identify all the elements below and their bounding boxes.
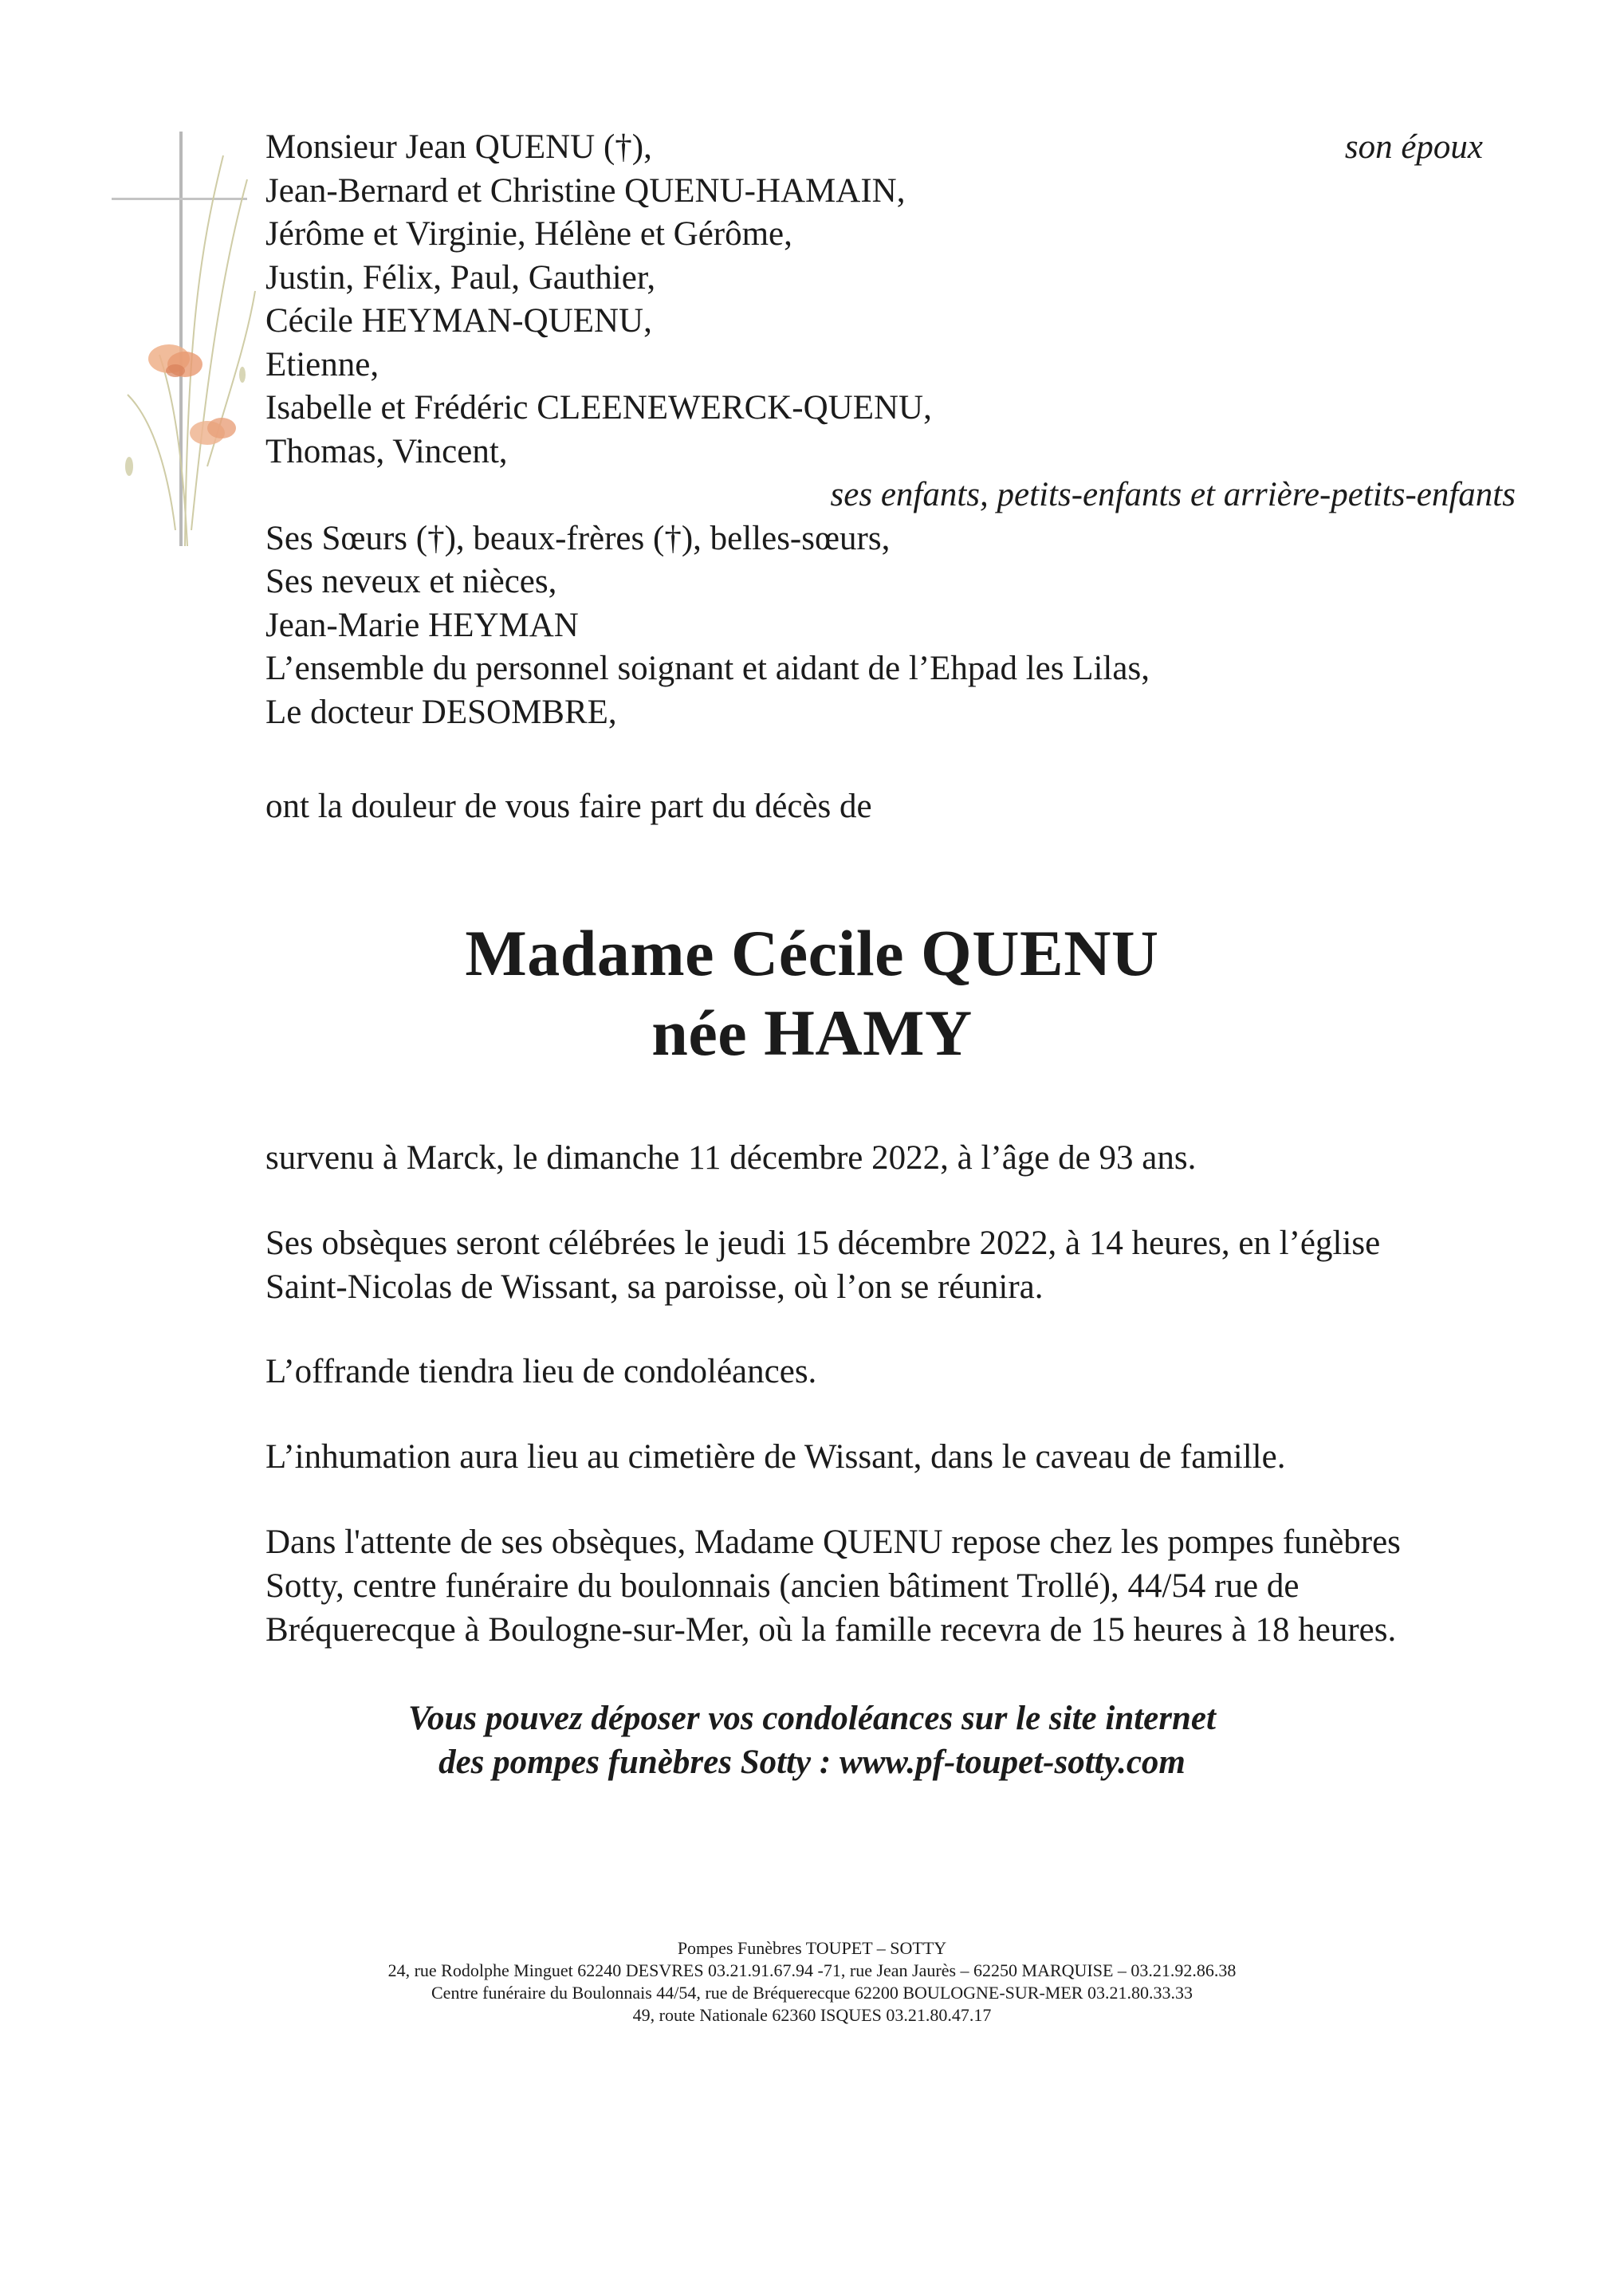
deceased-birth-name: née HAMY [651, 997, 973, 1069]
family-line-other: Le docteur DESOMBRE, [265, 693, 617, 731]
funeral-text-line: Saint-Nicolas de Wissant, sa paroisse, où l’on se réunira. [265, 1268, 1044, 1306]
flower-stems [128, 155, 255, 546]
family-line: Etienne, [265, 345, 379, 383]
family-line: Cécile HEYMAN-QUENU, [265, 302, 652, 340]
family-line: Isabelle et Frédéric CLEENEWERCK-QUENU, [265, 389, 932, 427]
rest-text-line: Bréquerecque à Boulogne-sur-Mer, où la famille recevra de 15 heures à 18 heures. [265, 1611, 1397, 1649]
burial-details [265, 1435, 1573, 1479]
poppy-flower-icon [190, 418, 236, 445]
family-line: Jérôme et Virginie, Hélène et Gérôme, [265, 215, 792, 253]
family-line-other: Ses neveux et nièces, [265, 563, 557, 600]
family-line-other: Jean-Marie HEYMAN [265, 606, 579, 644]
announcement-text: ont la douleur de vous faire part du décès de [265, 788, 872, 825]
family-line: Thomas, Vincent, [265, 432, 508, 470]
death-text: survenu à Marck, le dimanche 11 décembre 2022, à l’âge de 93 ans. [265, 1139, 1197, 1177]
cross-flowers-illustration [112, 132, 271, 578]
deceased-name: Madame Cécile QUENU [465, 917, 1159, 989]
family-line-other: Ses Sœurs (†), beaux-frères (†), belles-sœurs, [265, 519, 891, 557]
family-line: Justin, Félix, Paul, Gauthier, [265, 258, 656, 297]
death-details [265, 1136, 1573, 1180]
rest-details [265, 1520, 1573, 1652]
family-line-spouse: Monsieur Jean QUENU (†), [265, 128, 652, 166]
burial-text: L’inhumation aura lieu au cimetière de Wissant, dans le caveau de famille. [265, 1438, 1286, 1476]
condolences-notice [0, 1696, 1624, 1784]
footer-contact [0, 1937, 1624, 2027]
offering-details [265, 1350, 1573, 1394]
rest-text-line: Sotty, centre funéraire du boulonnais (ancien bâtiment Trollé), 44/54 rue de [265, 1567, 1300, 1605]
footer-company: Pompes Funèbres TOUPET – SOTTY [677, 1938, 947, 1958]
family-line: Jean-Bernard et Christine QUENU-HAMAIN, [265, 171, 906, 210]
footer-address: Centre funéraire du Boulonnais 44/54, rue de Bréquerecque 62200 BOULOGNE-SUR-MER 03.21.80.33.33 [431, 1983, 1193, 2003]
family-line-other: L’ensemble du personnel soignant et aidant de l’Ehpad les Lilas, [265, 650, 1150, 687]
condolences-line: Vous pouvez déposer vos condoléances sur le site internet [408, 1700, 1216, 1737]
funeral-details [265, 1221, 1573, 1309]
children-relation: ses enfants, petits-enfants et arrière-petits-enfants [830, 476, 1516, 513]
family-list [265, 126, 1557, 734]
footer-address: 49, route Nationale 62360 ISQUES 03.21.80.47.17 [632, 2005, 992, 2025]
rest-text-line: Dans l'attente de ses obsèques, Madame QUENU repose chez les pompes funèbres [265, 1523, 1401, 1561]
offering-text: L’offrande tiendra lieu de condoléances. [265, 1353, 817, 1390]
cross-icon [112, 132, 247, 546]
condolences-line: des pompes funèbres Sotty : www.pf-toupet-sotty.com [438, 1744, 1186, 1781]
poppy-flower-icon [148, 344, 203, 377]
funeral-text-line: Ses obsèques seront célébrées le jeudi 15 décembre 2022, à 14 heures, en l’église [265, 1225, 1381, 1262]
spouse-relation: son époux [1344, 128, 1483, 166]
footer-address: 24, rue Rodolphe Minguet 62240 DESVRES 03.21.91.67.94 -71, rue Jean Jaurès – 62250 MARQUISE – 03.21.92.86.38 [387, 1960, 1237, 1980]
